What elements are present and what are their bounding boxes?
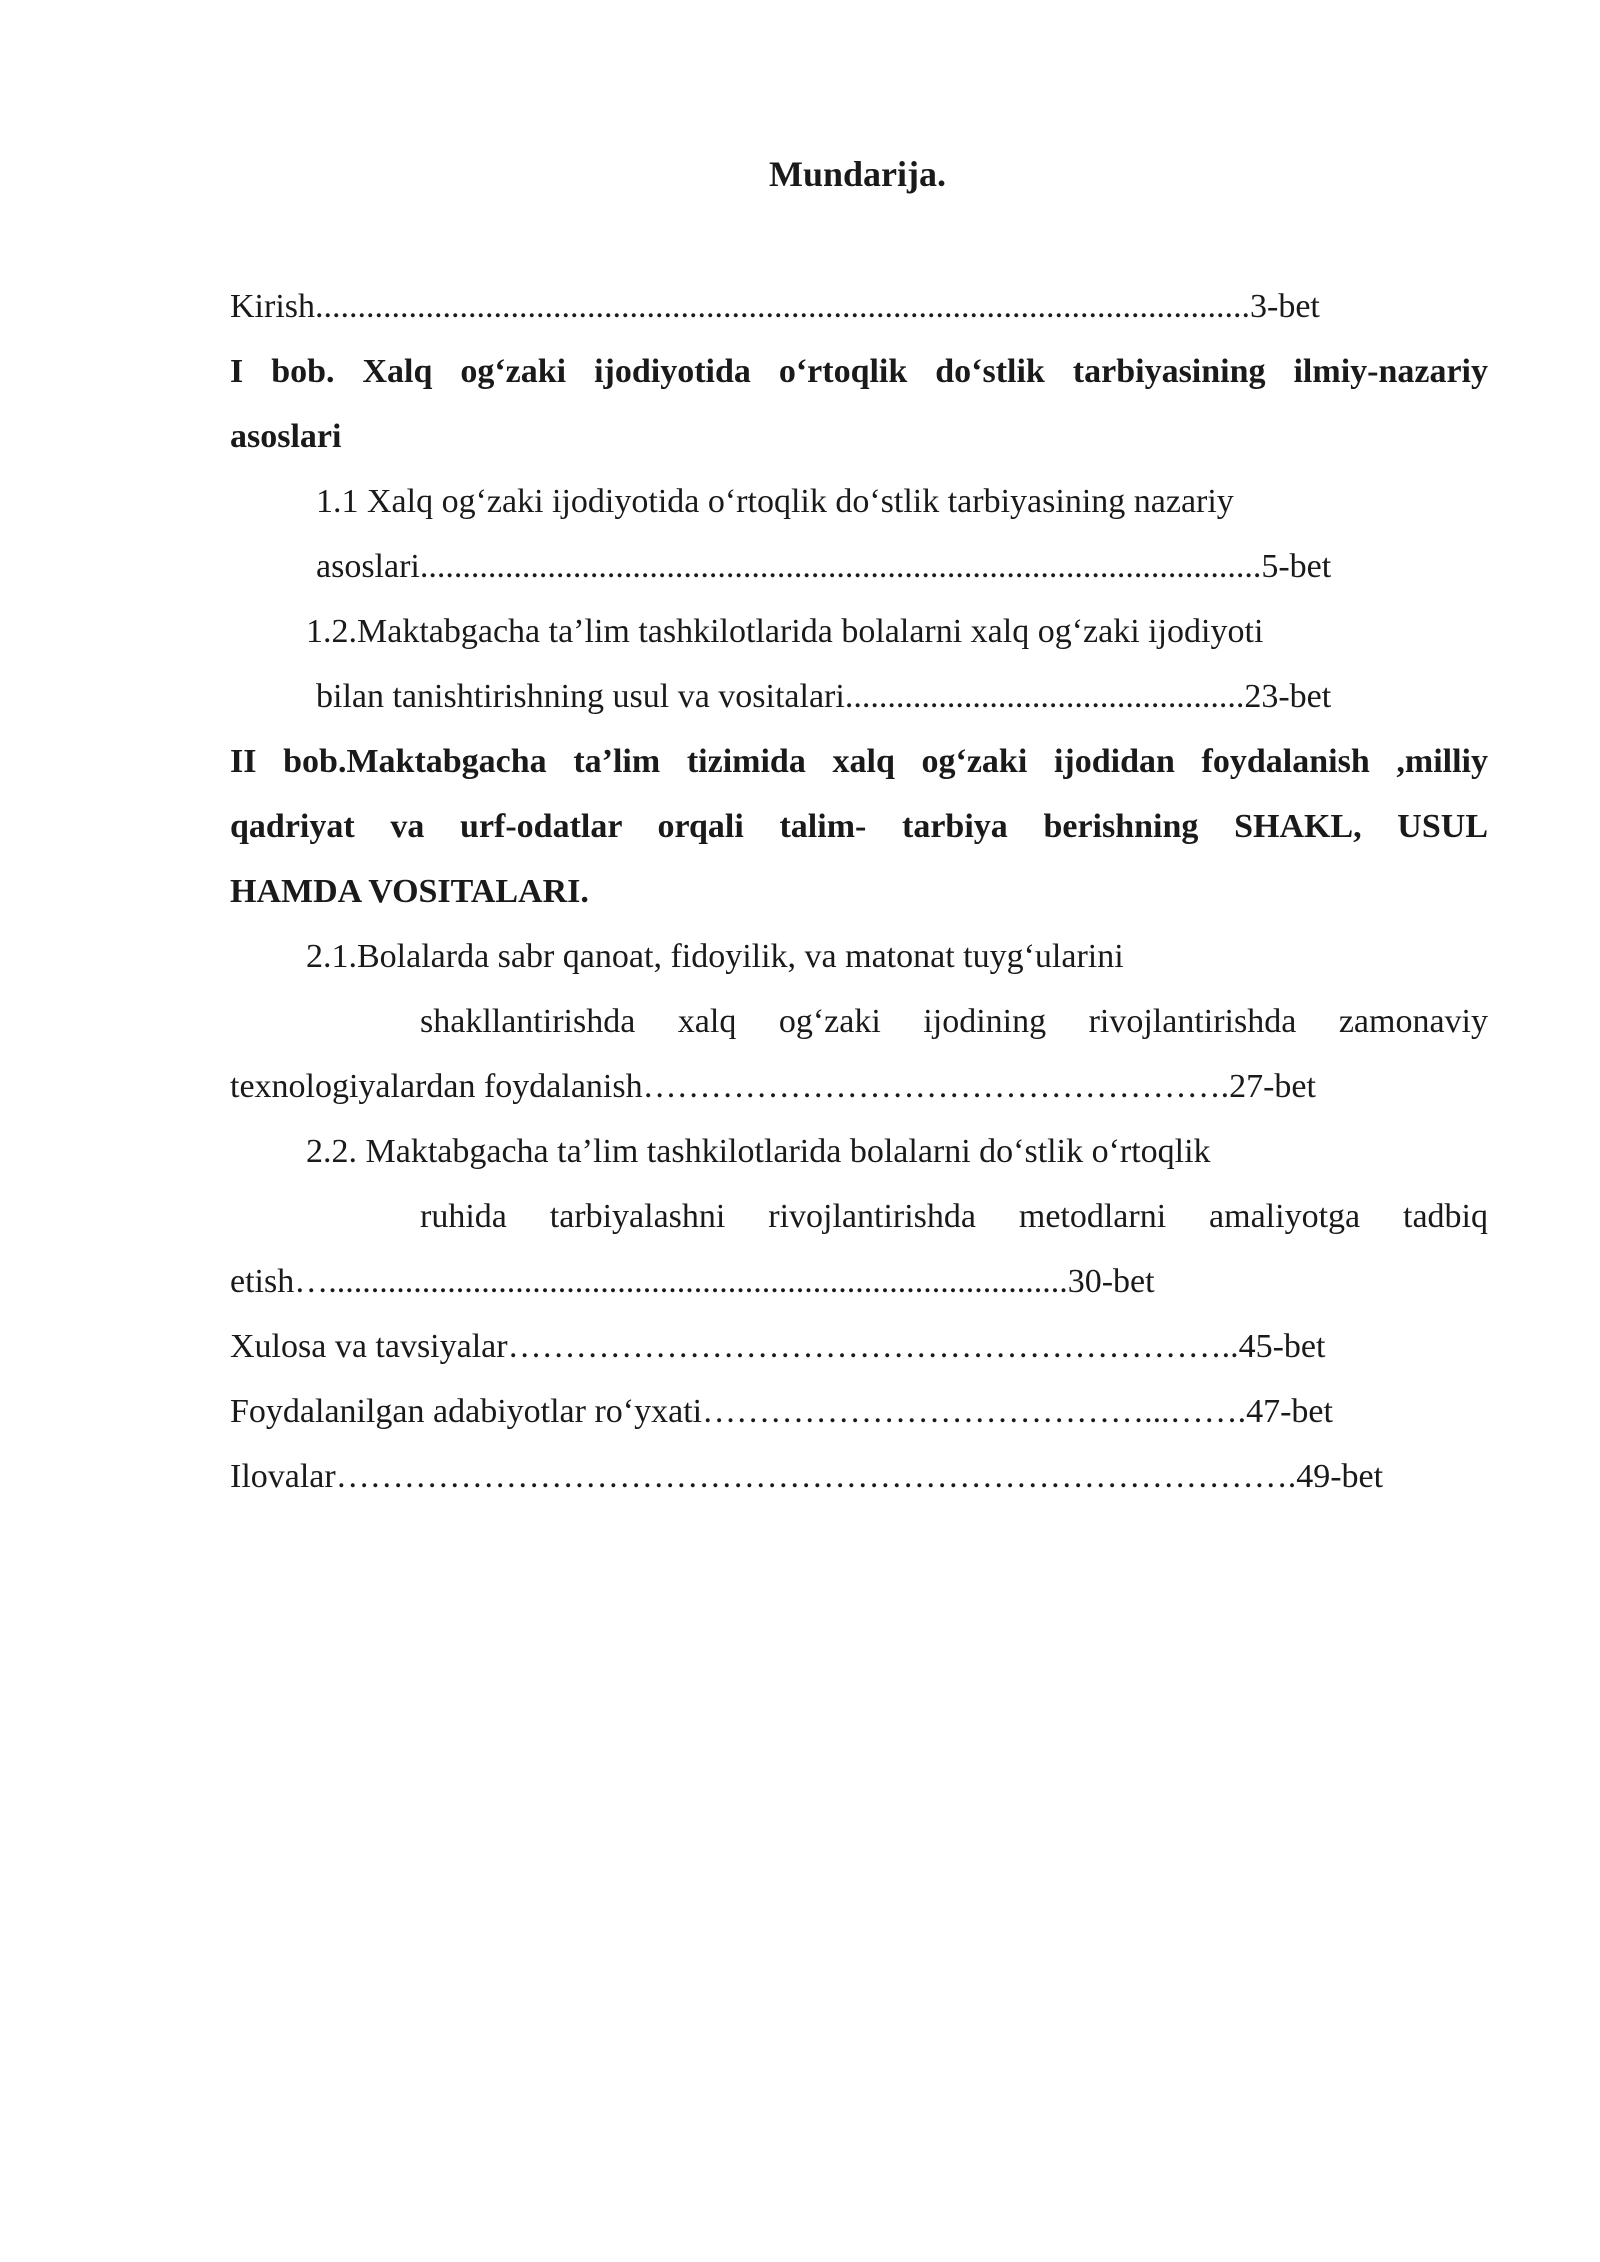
toc-chapter-1-heading-cont: asoslari — [230, 418, 342, 455]
toc-chapter-2-heading-end: HAMDA VOSITALARI. — [230, 873, 589, 910]
toc-entry-ilovalar: Ilovalar………………………………………………………………………….49-bet — [230, 1458, 1384, 1495]
toc-section-1-1-cont: asoslari...................................................................................................5-bet — [316, 548, 1332, 585]
toc-chapter-2-heading: II bob.Maktabgacha ta’lim tizimida xalq og‘zaki ijodidan foydalanish ,milliy — [230, 743, 1488, 780]
toc-section-2-2: 2.2. Maktabgacha ta’lim tashkilotlarida bolalarni do‘stlik o‘rtoqlik — [306, 1133, 1211, 1170]
toc-section-2-2-cont: ruhida tarbiyalashni rivojlantirishda metodlarni amaliyotga tadbiq — [420, 1198, 1488, 1235]
toc-section-2-1: 2.1.Bolalarda sabr qanoat, fidoyilik, va matonat tuyg‘ularini — [306, 938, 1124, 975]
toc-chapter-2-heading-cont: qadriyat va urf-odatlar orqali talim- tarbiya berishning SHAKL, USUL — [230, 808, 1488, 845]
toc-chapter-1-heading: I bob. Xalq og‘zaki ijodiyotida o‘rtoqlik do‘stlik tarbiyasining ilmiy-nazariy — [230, 353, 1488, 390]
table-of-contents — [230, 283, 1488, 1518]
toc-section-2-1-cont: shakllantirishda xalq og‘zaki ijodining rivojlantirishda zamonaviy — [420, 1003, 1488, 1040]
toc-section-1-1: 1.1 Xalq og‘zaki ijodiyotida o‘rtoqlik do‘stlik tarbiyasining nazariy — [316, 483, 1234, 520]
toc-section-2-2-end: etish….......................................................................................30-bet — [230, 1263, 1155, 1300]
toc-entry-xulosa: Xulosa va tavsiyalar………………………………………………………..45-bet — [230, 1328, 1326, 1365]
toc-section-1-2-cont: bilan tanishtirishning usul va vositalari...............................................23-bet — [316, 678, 1332, 715]
toc-title: Mundarija. — [768, 154, 946, 194]
toc-entry-adabiyotlar: Foydalanilgan adabiyotlar ro‘yxati…………………………………...…….47-bet — [230, 1393, 1333, 1430]
toc-section-2-1-end: texnologiyalardan foydalanish…………………………………………….27-bet — [230, 1068, 1316, 1105]
toc-section-1-2: 1.2.Maktabgacha ta’lim tashkilotlarida bolalarni xalq og‘zaki ijodiyoti — [306, 613, 1264, 650]
toc-entry-kirish: Kirish..............................................................................................................3-bet — [230, 288, 1320, 325]
